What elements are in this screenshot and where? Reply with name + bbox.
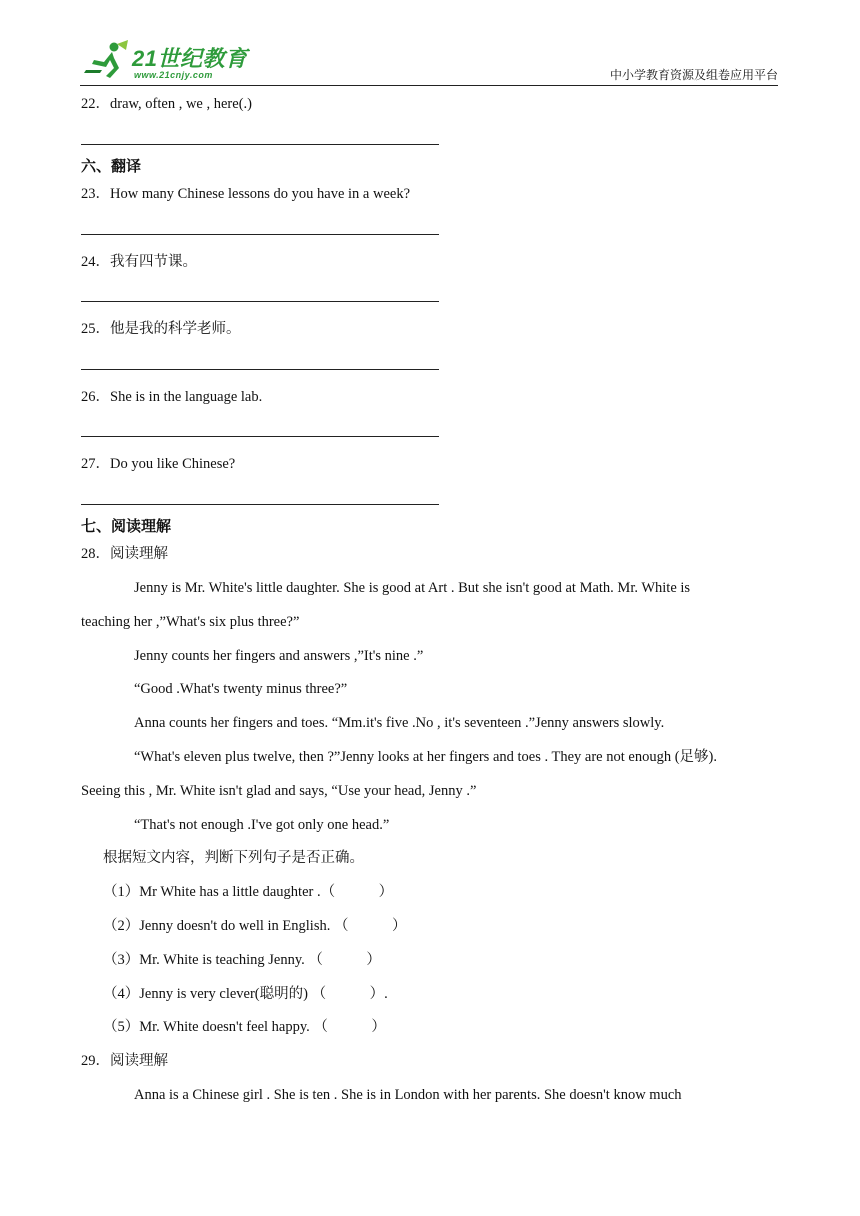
passage-28-line: Anna counts her fingers and toes. “Mm.it's five .No , it's seventeen .”Jenny answers slowly. (134, 715, 665, 731)
answer-line-24[interactable] (81, 301, 439, 302)
instruction-28: 根据短文内容，判断下列句子是否正确。 (103, 850, 364, 866)
judgement-item-4[interactable]: （4）Jenny is very clever(聪明的) （ ）. (103, 986, 388, 1002)
passage-28-line: “What's eleven plus twelve, then ?”Jenny looks at her fingers and toes . They are not enough (足够). (134, 749, 717, 765)
passage-28-line: “Good .What's twenty minus three?” (134, 681, 348, 697)
question-28-title: 28．阅读理解 (81, 546, 168, 562)
answer-line-23[interactable] (81, 234, 439, 235)
question-24: 24．我有四节课。 (81, 254, 197, 270)
passage-29-line: Anna is a Chinese girl . She is ten . She is in London with her parents. She doesn't know much (134, 1087, 682, 1103)
answer-line-25[interactable] (81, 369, 439, 370)
answer-line-27[interactable] (81, 504, 439, 505)
answer-line-22[interactable] (81, 144, 439, 145)
question-23: 23．How many Chinese lessons do you have in a week? (81, 186, 411, 202)
section-7-title: 七、阅读理解 (81, 517, 172, 535)
passage-28-line: Jenny is Mr. White's little daughter. She is good at Art . But she isn't good at Math. Mr. White is (134, 580, 691, 596)
logo-text: 21世纪教育 (132, 46, 248, 71)
runner-logo-icon (84, 40, 130, 80)
passage-28-line: teaching her ,”What's six plus three?” (81, 614, 300, 630)
page-header (80, 38, 778, 86)
passage-28-line: Jenny counts her fingers and answers ,”It's nine .” (134, 648, 424, 664)
logo (84, 40, 254, 82)
question-22: 22．draw, often , we , here(.) (81, 96, 252, 112)
question-27: 27．Do you like Chinese? (81, 456, 236, 472)
judgement-item-5[interactable]: （5）Mr. White doesn't feel happy. （ ） (103, 1019, 386, 1035)
header-divider (80, 85, 778, 86)
question-26: 26．She is in the language lab. (81, 389, 263, 405)
passage-28-line: “That's not enough .I've got only one head.” (134, 817, 390, 833)
answer-line-26[interactable] (81, 436, 439, 437)
section-6-title: 六、翻译 (81, 157, 142, 175)
judgement-item-1[interactable]: （1）Mr White has a little daughter .（ ） (103, 884, 394, 900)
passage-28-line: Seeing this , Mr. White isn't glad and says, “Use your head, Jenny .” (81, 783, 477, 799)
question-29-title: 29．阅读理解 (81, 1053, 168, 1069)
logo-url: www.21cnjy.com (134, 70, 213, 80)
judgement-item-3[interactable]: （3）Mr. White is teaching Jenny. （ ） (103, 952, 381, 968)
question-25: 25．他是我的科学老师。 (81, 321, 241, 337)
platform-name: 中小学教育资源及组卷应用平台 (609, 68, 778, 82)
judgement-item-2[interactable]: （2）Jenny doesn't do well in English. （ ） (103, 918, 407, 934)
